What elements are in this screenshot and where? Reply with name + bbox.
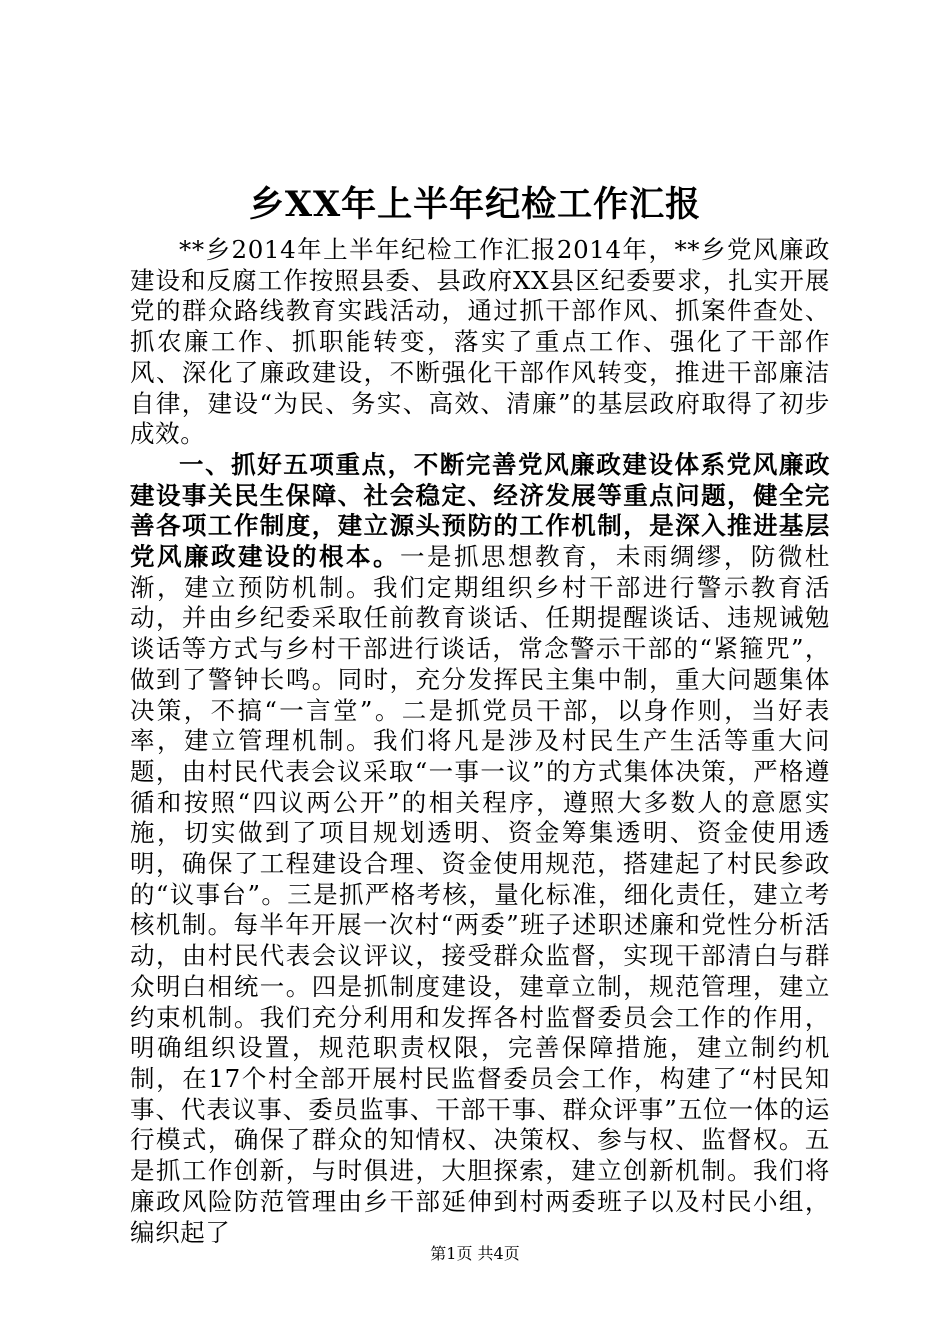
section-one-text: 一是抓思想教育，未雨绸缪，防微杜渐，建立预防机制。我们定期组织乡村干部进行警示教育活动，并由乡纪委采取任前教育谈话、任期提醒谈话、违规诫勉谈话等方式与乡村干部进行谈话，常念警示干部的“紧箍咒”，做到了警钟长鸣。同时，充分发挥民主集中制，重大问题集体决策，不搞“一言堂”。二是抓党员干部，以身作则，当好表率，建立管理机制。我们将凡是涉及村民生产生活等重大问题，由村民代表会议采取“一事一议”的方式集体决策，严格遵循和按照“四议两公开”的相关程序，遵照大多数人的意愿实施，切实做到了项目规划透明、资金筹集透明、资金使用透明，确保了工程建设合理、资金使用规范，搭建起了村民参政的“议事台”。三是抓严格考核，量化标准，细化责任，建立考核机制。每半年开展一次村“两委”班子述职述廉和党性分析活动，由村民代表会议评议，接受群众监督，实现干部清白与群众明白相统一。四是抓制度建设，建章立制，规范管理，建立约束机制。我们充分利用和发挥各村监督委员会工作的作用，明确组织设置，规范职责权限，完善保障措施，建立制约机制，在17个村全部开展村民监督委员会工作，构建了“村民知事、代表议事、委员监事、干部干事、群众评事”五位一体的运行模式，确保了群众的知情权、决策权、参与权、监督权。五是抓工作创新，与时俱进，大胆探索，建立创新机制。我们将廉政风险防范管理由乡干部延伸到村两委班子以及村民小组，编织起了 xyxy=(130,542,831,1247)
paragraph-intro: **乡2014年上半年纪检工作汇报2014年，**乡党风廉政建设和反腐工作按照县委、县政府XX县区纪委要求，扎实开展党的群众路线教育实践活动，通过抓干部作风、抓案件查处、抓农廉工作、抓职能转变，落实了重点工作、强化了干部作风、深化了廉政建设，不断强化干部作风转变，推进干部廉洁自律，建设“为民、务实、高效、清廉”的基层政府取得了初步成效。 xyxy=(130,235,830,449)
section-one-heading: 一、抓好五项重点，不断完善党风廉政建设体系党风廉政建设事关民生保障、社会稳定、经济发展等重点问题，健全完善各项工作制度，建立源头预防的工作机制，是深入推进基层党风廉政建设的根本。 xyxy=(130,449,830,572)
page-number-footer: 第1页 共4页 xyxy=(430,1244,520,1263)
paragraph-section-one xyxy=(130,450,830,1248)
document-title: 乡XX年上半年纪检工作汇报 xyxy=(248,184,702,225)
document-body xyxy=(130,235,830,1248)
